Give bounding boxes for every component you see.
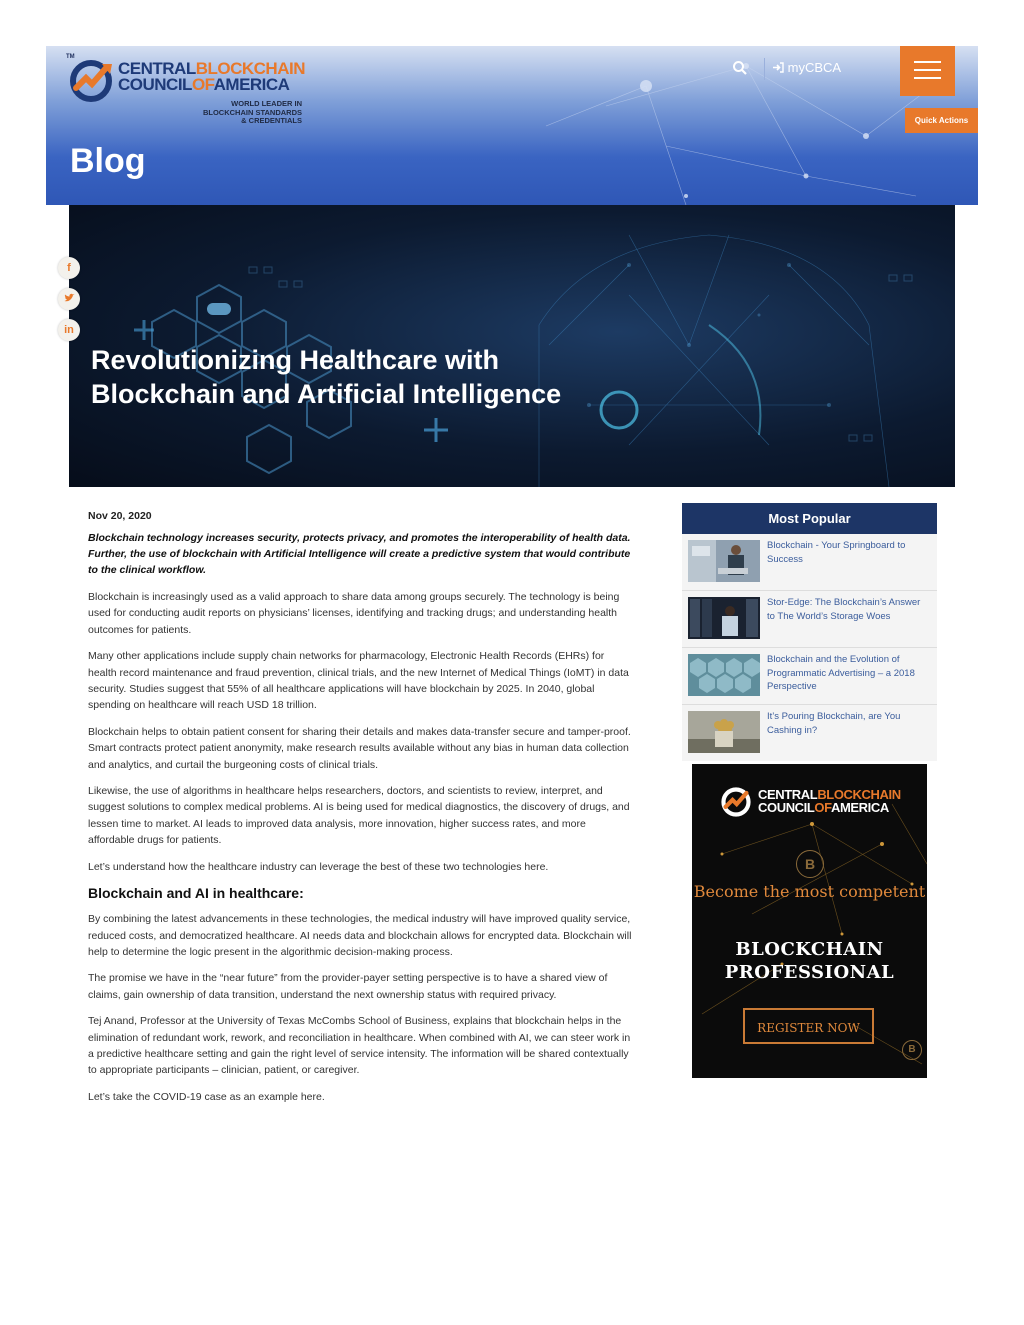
article-lead: Blockchain technology increases security, protects privacy, and promotes the interoperability of health data. Further, the use of blockchain with Artificial Intelligence will create a predictive system that would contribute to the clinical workflow. [88, 532, 631, 576]
post-thumbnail [688, 654, 760, 696]
article-paragraph: Blockchain helps to obtain patient consent for sharing their details and makes data-transfer secure and tamper-proof. Smart contracts protect patient anonymity, make research results available without any bias in human data collection and analytics, and curtail the burgeoning costs of clinical trials. [88, 725, 631, 771]
post-thumbnail [688, 711, 760, 753]
logo-line-1: CENTRALBLOCKCHAIN [118, 59, 305, 78]
register-ad-banner[interactable] [692, 764, 927, 1078]
popular-post-item[interactable] [682, 534, 937, 591]
most-popular-widget [682, 503, 937, 761]
popular-post-title: Stor-Edge: The Blockchain’s Answer to The World’s Storage Woes [767, 597, 921, 622]
twitter-icon [64, 293, 75, 303]
quick-actions-button[interactable]: Quick Actions [905, 108, 978, 133]
sign-in-icon [772, 62, 784, 73]
ad-cbca-logo: CENTRALBLOCKCHAIN COUNCILOFAMERICA [720, 786, 910, 822]
bitcoin-icon: B [796, 850, 824, 878]
register-now-button[interactable]: REGISTER NOW [743, 1008, 874, 1044]
article-paragraph: Let’s take the COVID-19 case as an example here. [88, 1090, 325, 1103]
popular-post-item[interactable] [682, 591, 937, 648]
article-paragraph: The promise we have in the “near future” from the provider-payer setting perspective is to have a shared view of claims, gain ownership of data transition, understand the next ownership status with required privacy. [88, 972, 608, 1001]
cbca-logo-icon [720, 786, 752, 818]
bitcoin-icon: B [902, 1040, 922, 1060]
post-thumbnail [688, 597, 760, 639]
facebook-share-button[interactable] [58, 257, 80, 279]
section-heading: Blockchain and AI in healthcare: [88, 885, 304, 902]
trademark-mark: TM [66, 54, 75, 60]
popular-post-item[interactable] [682, 705, 937, 761]
logo-line-2: COUNCILOFAMERICA [118, 75, 290, 94]
page-title: Blog [70, 142, 146, 180]
article-paragraph: By combining the latest advancements in these technologies, the medical industry will have improved quality service, reduced costs, and democratized healthcare. AI needs data and blockchain allows for encrypted data. Blockchain will help to determine the logic present in the algorithmic decision-making process. [88, 913, 632, 958]
header-divider [764, 58, 765, 80]
post-thumbnail [688, 540, 760, 582]
article-paragraph: Many other applications include supply chain networks for pharmacology, Electronic Health Records (EHRs) for health record maintenance and fraud prevention, clinical trials, and the new Internet of Medical Things (IoMT) in data security. Studies suggest that 55% of all healthcare applications will have blockchain by 2025. In 2040, global spending on healthcare will reach USD 18 trillion. [88, 650, 629, 712]
facebook-icon: f [67, 262, 71, 274]
hero-banner [69, 205, 955, 487]
cbca-logo[interactable] [68, 54, 308, 134]
ad-headline: BLOCKCHAIN PROFESSIONAL [724, 939, 895, 983]
menu-bar-icon [914, 77, 941, 79]
popular-post-title: Blockchain - Your Springboard to Success [767, 540, 906, 565]
article-title: Revolutionizing Healthcare with Blockchain and Artificial Intelligence [91, 345, 562, 409]
site-header [46, 46, 978, 205]
popular-post-item[interactable] [682, 648, 937, 705]
logo-tagline: WORLD LEADER IN BLOCKCHAIN STANDARDS & CREDENTIALS [202, 99, 302, 125]
popular-post-title: It’s Pouring Blockchain, are You Cashing in? [767, 711, 901, 736]
popular-post-title: Blockchain and the Evolution of Programmatic Advertising – a 2018 Perspective [767, 654, 915, 693]
hamburger-menu-button[interactable] [900, 46, 955, 96]
article-paragraph: Tej Anand, Professor at the University of Texas McCombs School of Business, explains that blockchain helps in the elimination of redundant work, rework, and reconciliation in healthcare. When combined with AI, we can steer work in a predictive healthcare setting and gain the right level of service intensity. The information will be shared contextually to appropriate participants – clinician, patient, or caregiver. [88, 1015, 631, 1077]
mycbca-label: myCBCA [787, 60, 842, 75]
article-body [88, 510, 633, 1115]
linkedin-icon: in [64, 324, 74, 336]
article-paragraph: Likewise, the use of algorithms in healthcare helps researchers, doctors, and scientists to review, interpret, and suggest solutions to complex medical problems. AI is being used for medical diagnostics, the discovery of drugs, and lessen time to market. AI leads to improved data analysis, more innovation, higher success rates, and more affordable drugs for patients. [88, 785, 630, 847]
most-popular-heading: Most Popular [682, 503, 937, 534]
article-date: Nov 20, 2020 [88, 510, 152, 522]
menu-bar-icon [914, 61, 941, 63]
mycbca-link[interactable] [772, 60, 841, 75]
ad-subtitle: Become the most competent [693, 882, 926, 901]
article-paragraph: Blockchain is increasingly used as a valid approach to share data among groups securely. The technology is being used for conducting audit reports on physicians’ licenses, identifying and tracking drugs; and understanding health outcomes for patients. [88, 591, 620, 636]
menu-bar-icon [914, 69, 941, 71]
search-icon[interactable] [732, 60, 748, 76]
cbca-logo-icon [68, 58, 114, 104]
linkedin-share-button[interactable] [58, 319, 80, 341]
article-paragraph: Let’s understand how the healthcare industry can leverage the best of these two technologies here. [88, 860, 549, 873]
twitter-share-button[interactable] [58, 288, 80, 310]
